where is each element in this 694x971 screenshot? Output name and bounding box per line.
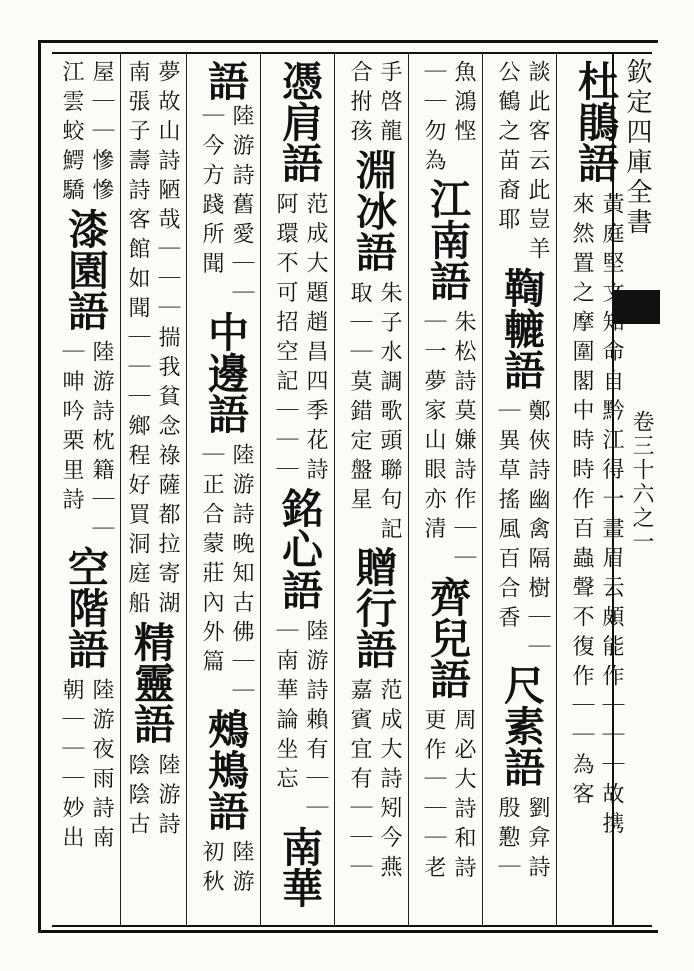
annotation-right: 魚鴻悭 <box>451 60 476 149</box>
annotation-left: 江雲蛟鰐驕 <box>59 60 84 208</box>
annotation-right: 陸游詩舊愛｜｜ <box>229 104 254 311</box>
annotation-left: 合拊孩 <box>347 60 372 149</box>
entry-heading: 鞫轆語 <box>497 266 545 390</box>
annotation-left: 陰陰古 <box>125 752 150 841</box>
annotation-left: 取｜｜莫錯定盤星 <box>347 280 372 517</box>
column-rule <box>334 52 335 927</box>
annotation-left: 南張子壽詩客館如聞｜｜｜鄉程好買洞庭船 <box>125 60 150 621</box>
column-rule <box>120 52 121 927</box>
column-rule <box>186 52 187 927</box>
entry-heading: 中邊語 <box>201 310 249 434</box>
annotation-left: 初秋 <box>199 840 224 899</box>
entry-heading: 空階語 <box>61 546 109 669</box>
bottom-rule <box>52 925 652 927</box>
margin-volume: 卷三十六之一 <box>629 410 654 554</box>
entry-heading: 漆園語 <box>61 207 109 331</box>
top-rule <box>52 52 652 54</box>
annotation-left: 殷懃｜ <box>495 796 520 885</box>
annotation-right: 陸游詩 <box>155 752 180 841</box>
annotation-left: ｜｜勿為 <box>421 60 446 178</box>
entry-heading: 尺素語 <box>497 664 545 787</box>
annotation-left: ｜呻吟栗里詩 <box>59 339 84 517</box>
entry-heading: 憑肩語 <box>275 60 323 183</box>
annotation-left: 更作｜｜｜老 <box>421 707 446 885</box>
entry-heading: 銘心語 <box>275 487 323 610</box>
annotation-right: 談此客云此豈羊 <box>525 60 550 267</box>
annotation-right: 劉弇詩 <box>525 796 550 885</box>
annotation-right: 鄭俠詩幽禽隔樹｜｜ <box>525 398 550 664</box>
annotation-right: 范成大詩矧今燕 <box>377 678 402 885</box>
entry-heading: 精靈語 <box>127 620 175 744</box>
entry-heading: 鵊鴂語 <box>201 708 249 831</box>
annotation-left: ｜南華論坐忘 <box>273 619 298 796</box>
annotation-left: 阿環不可招空記｜｜｜ <box>273 192 298 487</box>
annotation-right: 夢故山詩陋哉｜｜｜揣我貧念祿薩都拉寄湖 <box>155 60 180 621</box>
annotation-left: ｜正合蒙莊內外篇 <box>199 442 224 679</box>
entry-heading: 語 <box>201 60 249 101</box>
annotation-left: 公鶴之苗裔耶 <box>495 60 520 237</box>
entry-heading: 杜鵑語 <box>571 60 619 183</box>
entry-heading: 南華 <box>275 825 323 908</box>
annotation-right: 周必大詩和詩 <box>451 707 476 885</box>
margin-book-title: 欽定四庫全書 <box>622 58 652 238</box>
annotation-right: 陸游詩枕籍｜｜ <box>89 339 114 546</box>
column-rule <box>482 52 483 927</box>
annotation-left: ｜異草搖風百合香 <box>495 398 520 635</box>
annotation-right: 朱松詩莫嫌詩作｜｜ <box>451 310 476 576</box>
annotation-right: 陸游夜雨詩南 <box>89 678 114 855</box>
annotation-right: 手啓龍 <box>377 60 402 149</box>
column-rule <box>556 52 557 927</box>
annotation-right: 陸游詩晚知古佛｜｜ <box>229 442 254 708</box>
annotation-left: ｜今方踐所聞 <box>199 104 224 281</box>
column-rule <box>260 52 261 927</box>
annotation-right: 范成大題趙昌四季花詩 <box>303 192 328 487</box>
entry-heading: 齊兒語 <box>423 575 471 699</box>
annotation-right: 陸游詩賴有｜｜ <box>303 619 328 826</box>
annotation-left: 來然置之摩圍閣中時時作百蟲聲不復作｜｜為客 <box>569 192 594 812</box>
entry-heading: 淵冰語 <box>349 148 397 272</box>
entry-heading: 贈行語 <box>349 546 397 669</box>
annotation-right: 朱子水調歌頭聯句記 <box>377 280 402 546</box>
annotation-left: 朝｜｜｜妙出 <box>59 678 84 855</box>
annotation-left: 嘉賓宜有｜｜｜ <box>347 678 372 885</box>
entry-heading: 江南語 <box>423 178 471 301</box>
annotation-right: 黃庭堅文知命自黔江得一畫眉云頗能作｜｜｜故携 <box>599 192 624 841</box>
annotation-right: 屋｜｜慘慘 <box>89 60 114 208</box>
annotation-left: ｜一夢家山眼亦清 <box>421 310 446 546</box>
column-rule <box>408 52 409 927</box>
annotation-right: 陸游 <box>229 840 254 899</box>
